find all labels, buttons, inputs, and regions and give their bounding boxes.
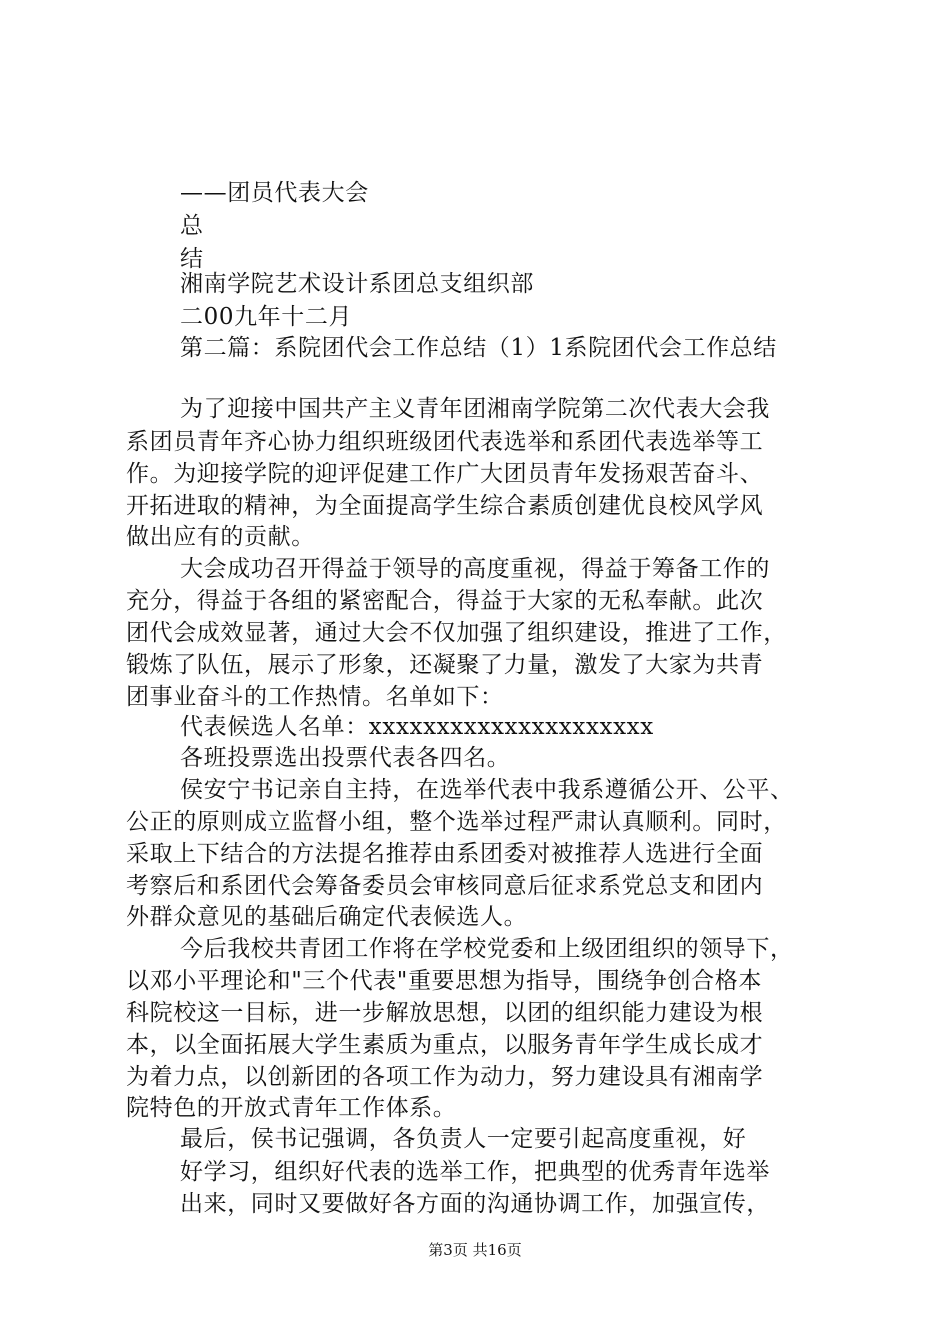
body-line: 公正的原则成立监督小组，整个选举过程严肃认真顺利。同时，: [126, 809, 787, 835]
body-line: 作。为迎接学院的迎评促建工作广大团员青年发扬艰苦奋斗、: [126, 461, 764, 487]
body-line: 好学习，组织好代表的选举工作，把典型的优秀青年选举: [180, 1159, 770, 1185]
body-line: 侯安宁书记亲自主持，在选举代表中我系遵循公开、公平、: [180, 777, 794, 803]
body-line: 院特色的开放式青年工作体系。: [126, 1095, 457, 1121]
heading-line: 结: [180, 246, 204, 272]
date-line: 二00九年十二月: [180, 304, 353, 330]
body-line: 各班投票选出投票代表各四名。: [180, 745, 511, 771]
body-line: 大会成功召开得益于领导的高度重视，得益于筹备工作的: [180, 556, 770, 582]
body-line: 出来，同时又要做好各方面的沟通协调工作，加强宣传，: [180, 1191, 770, 1217]
body-line: 以邓小平理论和"三个代表"重要思想为指导，围绕争创合格本: [126, 968, 762, 994]
body-line: 团代会成效显著，通过大会不仅加强了组织建设，推进了工作，: [126, 620, 787, 646]
body-line: 外群众意见的基础后确定代表候选人。: [126, 904, 528, 930]
body-line: 锻炼了队伍，展示了形象，还凝聚了力量，激发了大家为共青: [126, 652, 764, 678]
body-line: 最后，侯书记强调，各负责人一定要引起高度重视，好: [180, 1126, 747, 1152]
body-line: 采取上下结合的方法提名推荐由系团委对被推荐人选进行全面: [126, 841, 764, 867]
body-line: 团事业奋斗的工作热情。名单如下：: [126, 684, 504, 710]
body-line: 本，以全面拓展大学生素质为重点，以服务青年学生成长成才: [126, 1032, 764, 1058]
candidate-list-line: 代表候选人名单：xxxxxxxxxxxxxxxxxxxxx: [180, 714, 654, 740]
body-line: 系团员青年齐心协力组织班级团代表选举和系团代表选举等工: [126, 429, 764, 455]
body-line: 充分，得益于各组的紧密配合，得益于大家的无私奉献。此次: [126, 588, 764, 614]
section-title: 第二篇：系院团代会工作总结（1）1系院团代会工作总结: [180, 335, 777, 361]
body-line: 为着力点，以创新团的各项工作为动力，努力建设具有湘南学: [126, 1064, 764, 1090]
department-line: 湘南学院艺术设计系团总支组织部: [180, 271, 534, 297]
body-line: 开拓进取的精神，为全面提高学生综合素质创建优良校风学风: [126, 493, 764, 519]
heading-line: 总: [180, 213, 204, 239]
body-line: 考察后和系团代会筹备委员会审核同意后征求系党总支和团内: [126, 873, 764, 899]
heading-line: ——团员代表大会: [180, 180, 369, 206]
body-line: 为了迎接中国共产主义青年团湘南学院第二次代表大会我: [180, 396, 770, 422]
body-line: 科院校这一目标，进一步解放思想，以团的组织能力建设为根: [126, 1000, 764, 1026]
page-number-footer: 第3页 共16页: [428, 1241, 522, 1259]
body-line: 做出应有的贡献。: [126, 524, 315, 550]
body-line: 今后我校共青团工作将在学校党委和上级团组织的领导下，: [180, 936, 794, 962]
